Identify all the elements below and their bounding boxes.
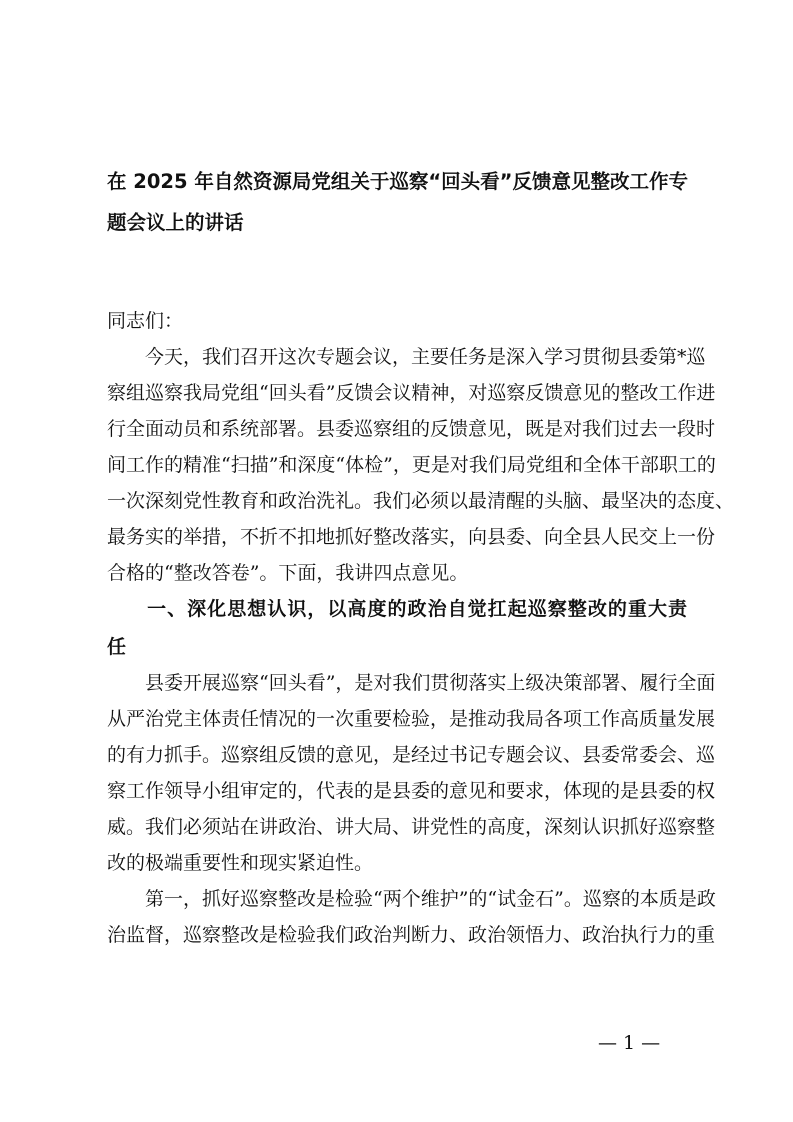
paragraph-line: 改的极端重要性和现实紧迫性。 (107, 852, 374, 874)
paragraph-line: 最务实的举措，不折不扣地抓好整改落实，向县委、向全县人民交上一份 (107, 526, 716, 548)
section-heading-line: 一、深化思想认识，以高度的政治自觉扛起巡察整改的重大责 (107, 598, 687, 620)
paragraph-line: 治监督，巡察整改是检验我们政治判断力、政治领悟力、政治执行力的重 (107, 924, 716, 946)
section-heading-line: 任 (107, 636, 127, 658)
paragraph-line: 察工作领导小组审定的，代表的是县委的意见和要求，体现的是县委的权 (107, 780, 716, 802)
paragraph-line: 第一，抓好巡察整改是检验“两个维护”的“试金石”。巡察的本质是政 (107, 888, 716, 910)
paragraph-line: 行全面动员和系统部署。县委巡察组的反馈意见，既是对我们过去一段时 (107, 418, 716, 440)
paragraph-line: 威。我们必须站在讲政治、讲大局、讲党性的高度，深刻认识抓好巡察整 (107, 816, 716, 838)
page-number: — 1 — (598, 1032, 661, 1054)
paragraph-line: 察组巡察我局党组“回头看”反馈会议精神，对巡察反馈意见的整改工作进 (107, 382, 716, 404)
document-title-line: 题会议上的讲话 (107, 211, 244, 234)
document-title-line: 在 2025 年自然资源局党组关于巡察“回头看”反馈意见整改工作专 (107, 170, 688, 193)
paragraph-line: 间工作的精准“扫描”和深度“体检”，更是对我们局党组和全体干部职工的 (107, 454, 716, 476)
paragraph-line: 合格的“整改答卷”。下面，我讲四点意见。 (107, 562, 469, 584)
paragraph-line: 县委开展巡察“回头看”，是对我们贯彻落实上级决策部署、履行全面 (107, 672, 716, 694)
paragraph-line: 今天，我们召开这次专题会议，主要任务是深入学习贯彻县委第*巡 (107, 346, 706, 368)
salutation: 同志们： (107, 310, 184, 332)
paragraph-line: 一次深刻党性教育和政治洗礼。我们必须以最清醒的头脑、最坚决的态度、 (107, 490, 735, 512)
paragraph-line: 的有力抓手。巡察组反馈的意见，是经过书记专题会议、县委常委会、巡 (107, 744, 716, 766)
paragraph-line: 从严治党主体责任情况的一次重要检验，是推动我局各项工作高质量发展 (107, 708, 716, 730)
